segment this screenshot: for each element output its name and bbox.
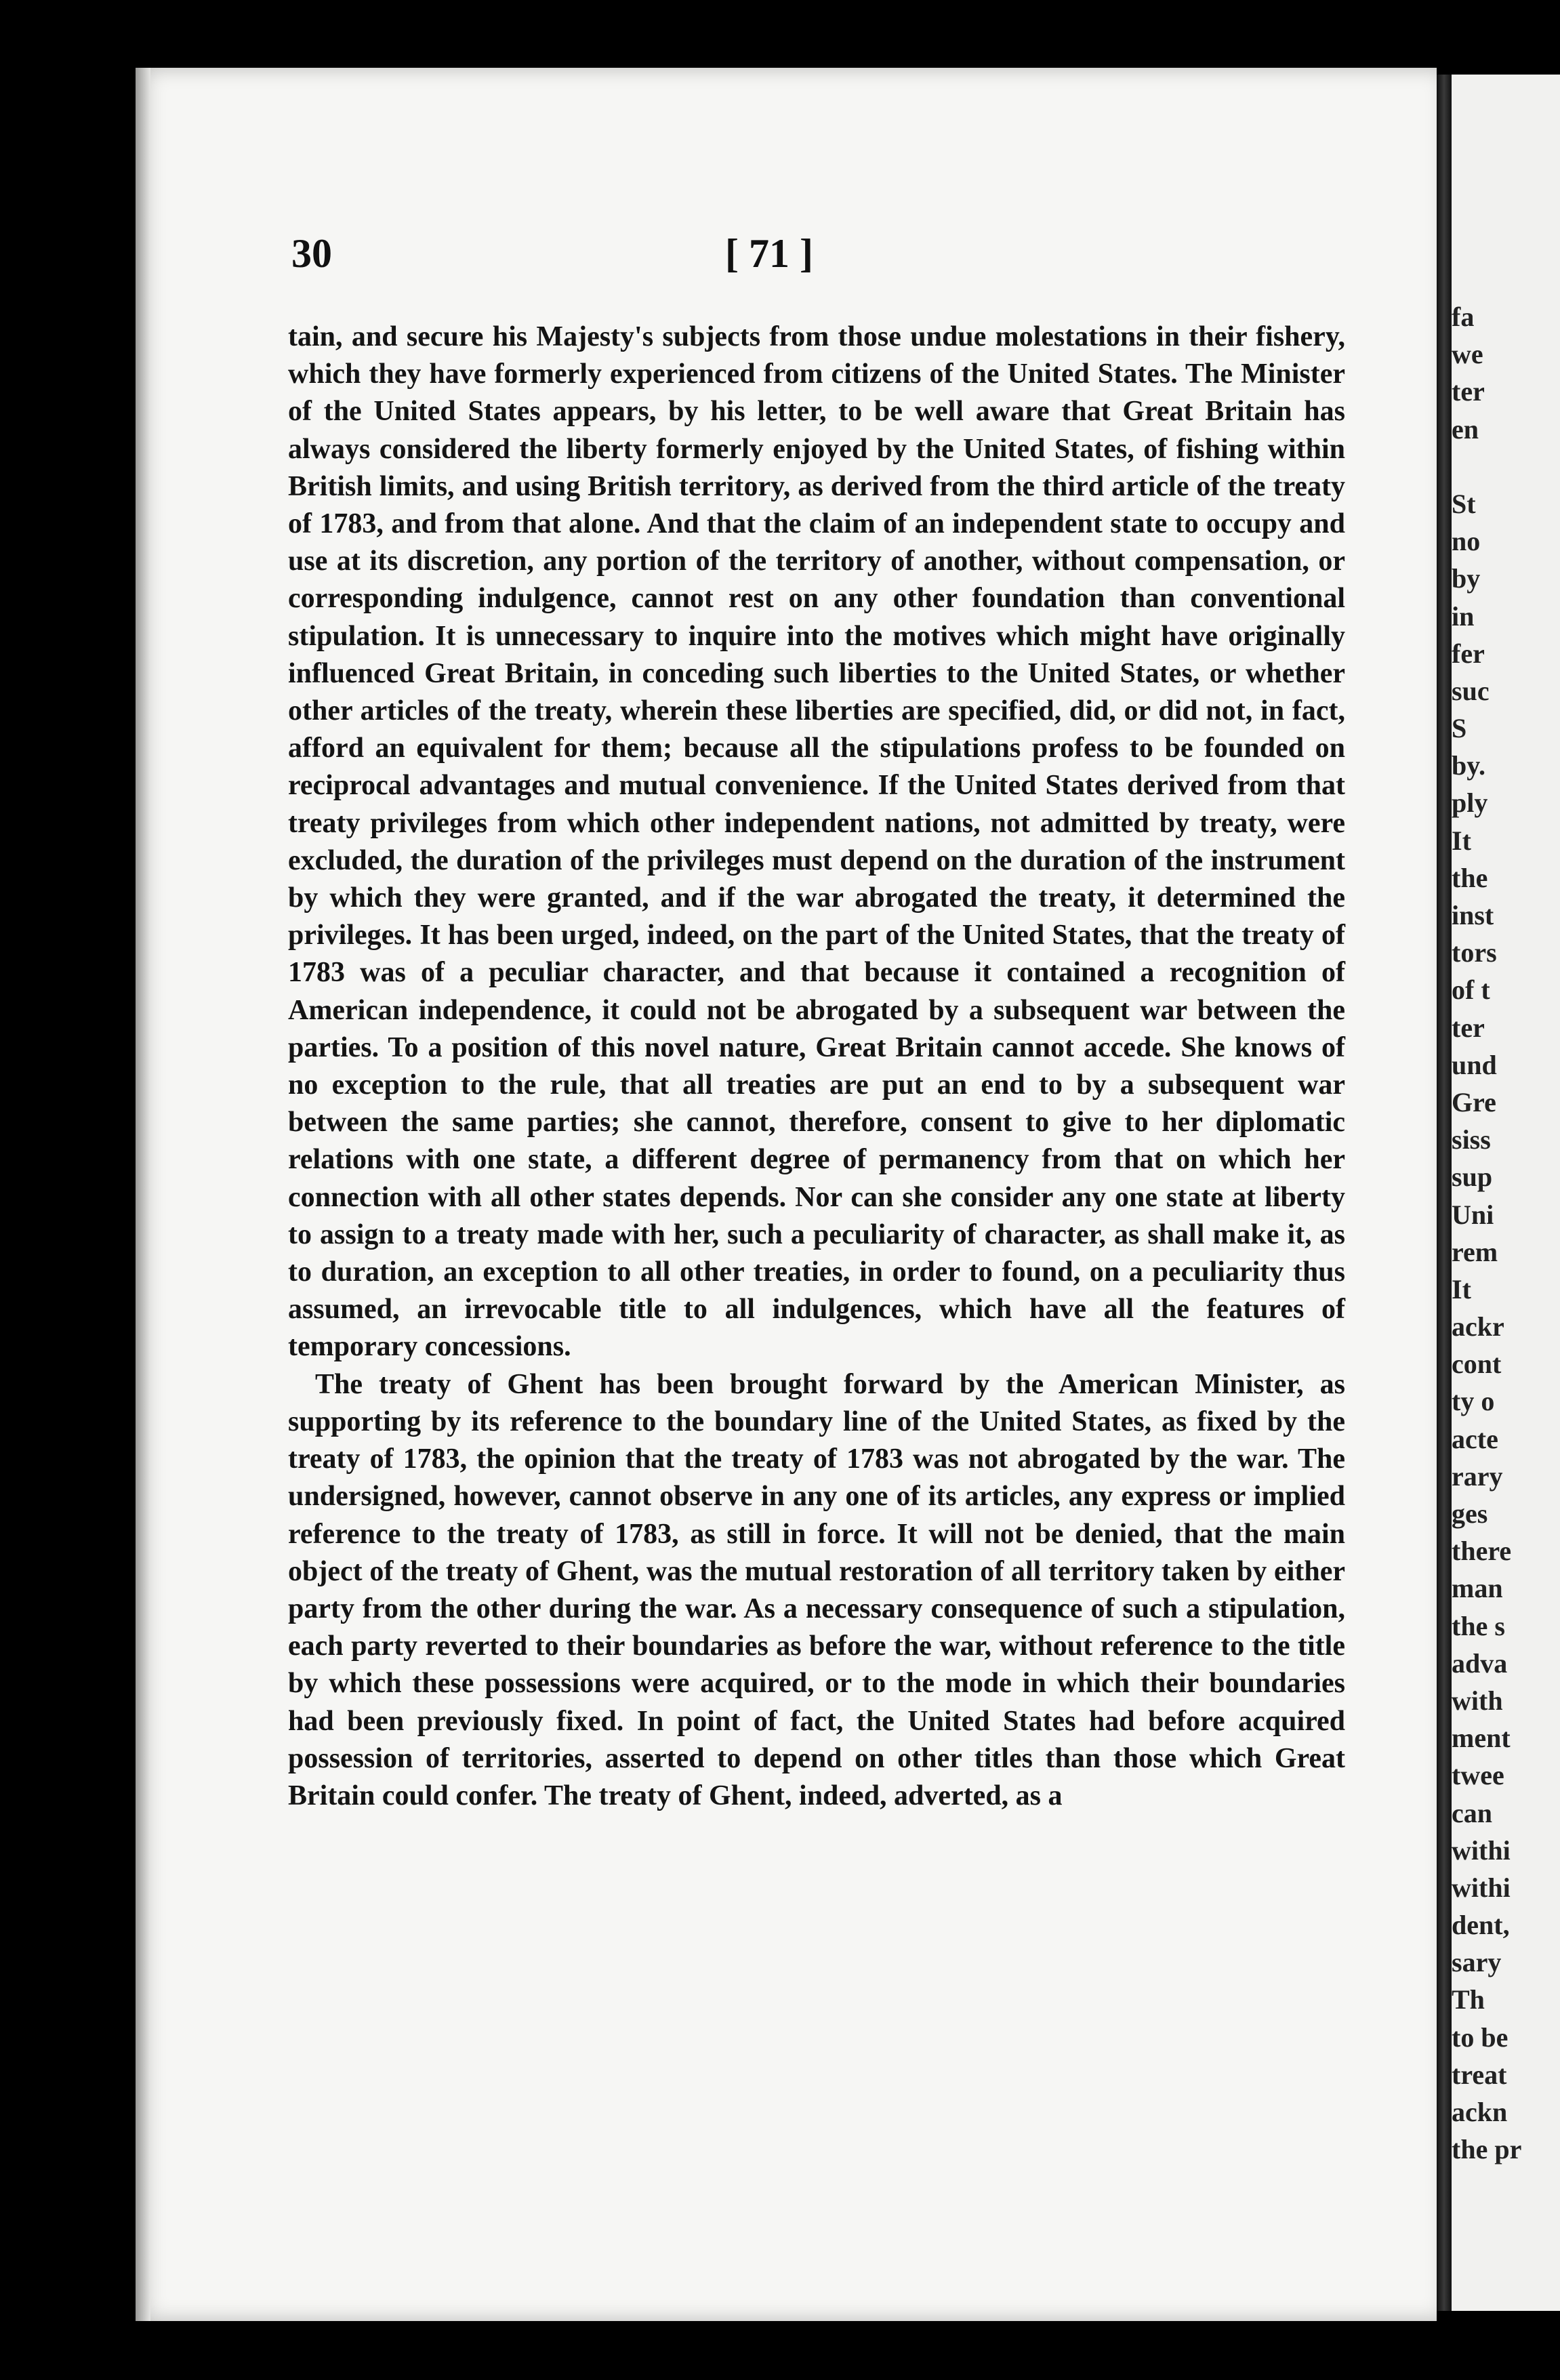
- facing-page-fragment: the s: [1452, 1610, 1505, 1641]
- facing-page-fragment: no: [1452, 526, 1481, 557]
- page-number: 30: [291, 231, 332, 276]
- facing-page-fragment: ply: [1452, 787, 1488, 819]
- facing-page-fragment: It: [1452, 825, 1471, 856]
- page-binding-shadow: [136, 68, 150, 2321]
- facing-page-fragment: fer: [1452, 638, 1485, 669]
- facing-page-fragment: ges: [1452, 1498, 1488, 1529]
- paragraph: tain, and secure his Majesty's subjects from those undue molestations in their fishery, which they have formerly experienced from citizens of the United States. The Minister of the United States appears, by his letter, to be well aware that Great Britain has always considered the liberty formerly enjoyed by the United States, of fishing within British limits, and using British territory, as derived from the third article of the treaty of 1783, and from that alone. And that the claim of an independent state to occupy and use at its discretion, any portion of the territory of another, without compensation, or corresponding indulgence, cannot rest on any other foundation than conventional stipulation. It is unnecessary to inquire into the motives which might have originally influenced Great Britain, in conceding such liberties to the United States, or whether other articles of the treaty, wherein these liberties are specified, did, or did not, in fact, afford an equivalent for them; because all the stipulations profess to be founded on reciprocal advantages and mutual convenience. If the United States derived from that treaty privileges from which other independent nations, not admitted by treaty, were excluded, the duration of the privileges must depend on the duration of the instrument by which they were granted, and if the war abrogated the treaty, it determined the privileges. It has been urged, indeed, on the part of the United States, that the treaty of 1783 was of a peculiar character, and that because it contained a recognition of American independence, it could not be abrogated by a subsequent war between the parties. To a position of this novel nature, Great Britain cannot accede. She knows of no exception to the rule, that all treaties are put an end to by a subsequent war between the same parties; she cannot, therefore, consent to give to her diplomatic relations with one state, a different degree of permanency from that on which her connection with all other states depends. Nor can she consider any one state at liberty to assign to a treaty made with her, such a peculiarity of character, as shall make it, as to duration, an exception to all other treaties, in order to found, on a peculiarity thus assumed, an irrevocable title to all indulgences, which have all the features of temporary concessions.: [288, 321, 1345, 1363]
- facing-page-fragment: man: [1452, 1573, 1503, 1604]
- facing-page-fragment: fa: [1452, 302, 1475, 332]
- facing-page-fragment: of t: [1452, 974, 1490, 1006]
- facing-page-fragment: ackr: [1452, 1311, 1504, 1342]
- bracketed-page-number: [ 71 ]: [725, 231, 813, 276]
- facing-page-fragment: ty o: [1452, 1386, 1495, 1417]
- facing-page-fragment: inst: [1452, 900, 1494, 930]
- facing-page-fragment: in: [1452, 600, 1475, 632]
- facing-page-fragment: the: [1452, 862, 1488, 893]
- facing-page-fragment: ter: [1452, 1012, 1485, 1043]
- facing-page-fragment: can: [1452, 1797, 1492, 1828]
- facing-page-fragment: twee: [1452, 1760, 1504, 1791]
- facing-page-fragment: we: [1452, 339, 1483, 370]
- facing-page-fragment: Th: [1452, 1984, 1485, 2015]
- facing-page-fragment: there: [1452, 1536, 1512, 1567]
- facing-page-fragment: [1452, 448, 1560, 485]
- facing-page-fragment: with: [1452, 1685, 1503, 1716]
- facing-page-fragment: rem: [1452, 1236, 1498, 1267]
- facing-page-fragment: rary: [1452, 1460, 1503, 1492]
- facing-page-fragment: ackn: [1452, 2097, 1508, 2127]
- facing-page-fragment: dent,: [1452, 1910, 1510, 1941]
- facing-page-fragment: by: [1452, 563, 1481, 594]
- facing-page-fragment: cont: [1452, 1349, 1502, 1380]
- facing-page-fragment: It: [1452, 1273, 1471, 1305]
- facing-page-fragment: ment: [1452, 1723, 1511, 1754]
- body-text: [288, 319, 1345, 1815]
- book-gutter: [1437, 75, 1452, 2311]
- paragraph: The treaty of Ghent has been brought forward by the American Minister, as supporting by its reference to the boundary line of the United States, as fixed by the treaty of 1783, the opinion that the treaty of 1783 was not abrogated by the war. The undersigned, however, cannot observe in any one of its articles, any express or implied reference to the treaty of 1783, as still in force. It will not be denied, that the main object of the treaty of Ghent, was the mutual restoration of all territory taken by either party from the other during the war. As a necessary consequence of such a stipulation, each party reverted to their boundaries as before the war, without reference to the title by which these possessions were acquired, or to the mode in which their boundaries had been previously fixed. In point of fact, the United States had before acquired possession of territories, asserted to depend on other titles than those which Great Britain could confer. The treaty of Ghent, indeed, adverted, as a: [288, 1368, 1345, 1811]
- facing-page-fragment: en: [1452, 413, 1479, 445]
- facing-page-fragment: St: [1452, 488, 1476, 519]
- facing-page-fragment: siss: [1452, 1124, 1491, 1155]
- facing-page-fragment: sup: [1452, 1162, 1493, 1193]
- facing-page-fragment: sary: [1452, 1947, 1502, 1978]
- facing-page-fragment: by.: [1452, 750, 1486, 781]
- facing-page-fragment: adva: [1452, 1647, 1508, 1679]
- facing-page-fragment: S: [1452, 713, 1467, 744]
- facing-page-fragment: suc: [1452, 675, 1490, 706]
- facing-page-fragment: treat: [1452, 2059, 1507, 2090]
- page-header: [291, 230, 1349, 291]
- facing-page-fragment: und: [1452, 1049, 1497, 1080]
- facing-page-fragment: withi: [1452, 1872, 1511, 1903]
- facing-page-fragment: Uni: [1452, 1199, 1494, 1230]
- facing-page-fragment: tors: [1452, 937, 1497, 968]
- facing-page-fragment: Gre: [1452, 1086, 1496, 1117]
- facing-page-fragment: withi: [1452, 1834, 1511, 1866]
- facing-page-text-fragments: [1452, 298, 1560, 2168]
- facing-page-fragment: to be: [1452, 2022, 1508, 2053]
- facing-page-fragment: acte: [1452, 1423, 1498, 1454]
- facing-page-fragment: the pr: [1452, 2134, 1522, 2165]
- facing-page-fragment: ter: [1452, 376, 1485, 407]
